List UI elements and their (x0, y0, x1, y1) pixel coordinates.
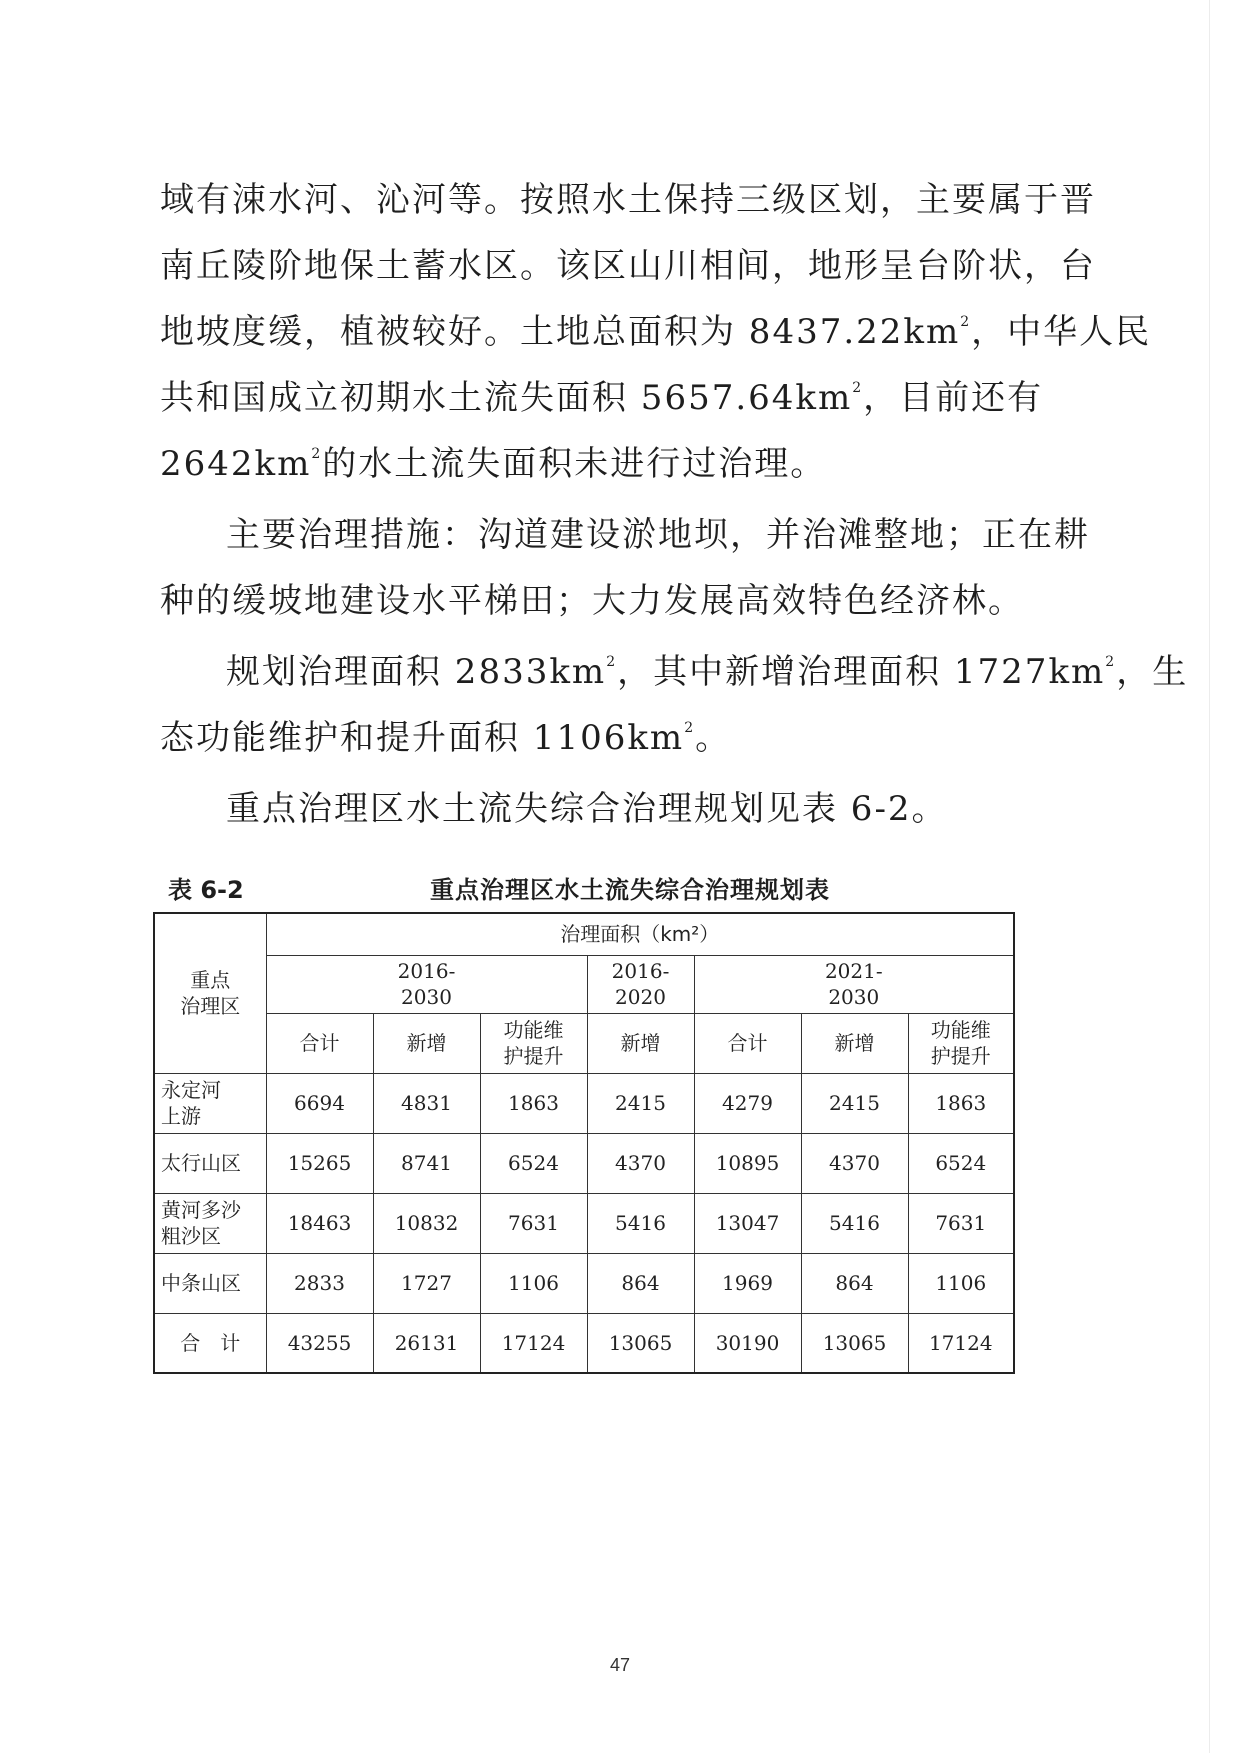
value-cell: 15265 (266, 1133, 373, 1193)
value-cell: 7631 (480, 1193, 587, 1253)
paragraph-2-line-2: 种的缓坡地建设水平梯田；大力发展高效特色经济林。 (160, 581, 1024, 621)
superscript: 2 (606, 653, 618, 670)
table-row (154, 1253, 1014, 1313)
superscript: 2 (1105, 653, 1117, 670)
text-segment: 。 (695, 718, 732, 758)
value-cell: 6524 (908, 1133, 1014, 1193)
text-segment: ，其中新增治理面积 1727km (617, 652, 1106, 692)
region-name-cell: 永定河 上游 (154, 1073, 266, 1133)
row-header-cell: 重点 治理区 (154, 913, 266, 1073)
value-cell: 18463 (266, 1193, 373, 1253)
value-cell: 6524 (480, 1133, 587, 1193)
value-cell: 1863 (908, 1073, 1014, 1133)
value-cell: 13047 (694, 1193, 801, 1253)
paragraph-1-line-4 (160, 378, 1043, 418)
value-cell: 4279 (694, 1073, 801, 1133)
column-header-cell: 功能维 护提升 (480, 1013, 587, 1073)
paragraph-1-line-2: 南丘陵阶地保土蓄水区。该区山川相间，地形呈台阶状，台 (160, 246, 1096, 286)
table-number: 表 6-2 (168, 876, 244, 904)
value-cell: 4370 (587, 1133, 694, 1193)
text-segment: ，中华人民 (971, 312, 1152, 352)
table-row (154, 1193, 1014, 1253)
text-segment: 规划治理面积 2833km (226, 652, 607, 692)
value-cell: 1863 (480, 1073, 587, 1133)
value-cell: 1727 (373, 1253, 480, 1313)
value-cell: 17124 (908, 1313, 1014, 1373)
column-header-cell: 功能维 护提升 (908, 1013, 1014, 1073)
superscript: 2 (311, 445, 323, 462)
value-cell: 2415 (801, 1073, 908, 1133)
table-title: 重点治理区水土流失综合治理规划表 (430, 876, 830, 904)
superscript: 2 (960, 313, 972, 330)
value-cell: 7631 (908, 1193, 1014, 1253)
paragraph-2-line-1: 主要治理措施：沟道建设淤地坝，并治滩整地；正在耕 (226, 515, 1090, 555)
value-cell: 10832 (373, 1193, 480, 1253)
period-header-cell: 2016- 2020 (587, 955, 694, 1013)
value-cell: 6694 (266, 1073, 373, 1133)
text-segment: 的水土流失面积未进行过治理。 (322, 444, 827, 484)
superscript: 2 (684, 719, 696, 736)
value-cell: 864 (587, 1253, 694, 1313)
text-segment: 态功能维护和提升面积 1106km (160, 718, 685, 758)
table-row (154, 1133, 1014, 1193)
paragraph-1-line-3 (160, 312, 1151, 352)
page-edge-line (1209, 0, 1210, 1753)
period-header-cell: 2016- 2030 (266, 955, 587, 1013)
page-number: 47 (609, 1655, 631, 1675)
text-segment: ，目前还有 (863, 378, 1044, 418)
value-cell: 30190 (694, 1313, 801, 1373)
text-segment: 2642km (160, 444, 312, 484)
region-name-cell: 合 计 (154, 1313, 266, 1373)
region-name-cell: 黄河多沙 粗沙区 (154, 1193, 266, 1253)
column-header-cell: 新增 (587, 1013, 694, 1073)
superscript: 2 (852, 379, 864, 396)
table-row (154, 1313, 1014, 1373)
value-cell: 8741 (373, 1133, 480, 1193)
value-cell: 17124 (480, 1313, 587, 1373)
value-cell: 4370 (801, 1133, 908, 1193)
paragraph-3-line-2 (160, 718, 731, 758)
value-cell: 1106 (908, 1253, 1014, 1313)
paragraph-3-line-1 (226, 652, 1188, 692)
value-cell: 864 (801, 1253, 908, 1313)
column-header-cell: 合计 (694, 1013, 801, 1073)
value-cell: 43255 (266, 1313, 373, 1373)
planning-table (153, 912, 1015, 1374)
region-name-cell: 太行山区 (154, 1133, 266, 1193)
value-cell: 13065 (587, 1313, 694, 1373)
value-cell: 26131 (373, 1313, 480, 1373)
value-cell: 5416 (801, 1193, 908, 1253)
value-cell: 10895 (694, 1133, 801, 1193)
text-segment: 地坡度缓，植被较好。土地总面积为 8437.22km (160, 312, 961, 352)
value-cell: 4831 (373, 1073, 480, 1133)
group-header-cell: 治理面积（km²） (266, 913, 1014, 955)
value-cell: 1969 (694, 1253, 801, 1313)
paragraph-4-line-1: 重点治理区水土流失综合治理规划见表 6-2。 (226, 789, 948, 829)
text-segment: ，生 (1116, 652, 1189, 692)
table-row (154, 1073, 1014, 1133)
region-name-cell: 中条山区 (154, 1253, 266, 1313)
text-segment: 共和国成立初期水土流失面积 5657.64km (160, 378, 853, 418)
column-header-cell: 新增 (373, 1013, 480, 1073)
paragraph-1-line-1: 域有涑水河、沁河等。按照水土保持三级区划，主要属于晋 (160, 180, 1096, 220)
column-header-cell: 合计 (266, 1013, 373, 1073)
body-text (160, 180, 1189, 830)
value-cell: 2833 (266, 1253, 373, 1313)
value-cell: 1106 (480, 1253, 587, 1313)
value-cell: 5416 (587, 1193, 694, 1253)
paragraph-1-line-5 (160, 444, 826, 484)
value-cell: 13065 (801, 1313, 908, 1373)
value-cell: 2415 (587, 1073, 694, 1133)
column-header-cell: 新增 (801, 1013, 908, 1073)
period-header-cell: 2021- 2030 (694, 955, 1014, 1013)
